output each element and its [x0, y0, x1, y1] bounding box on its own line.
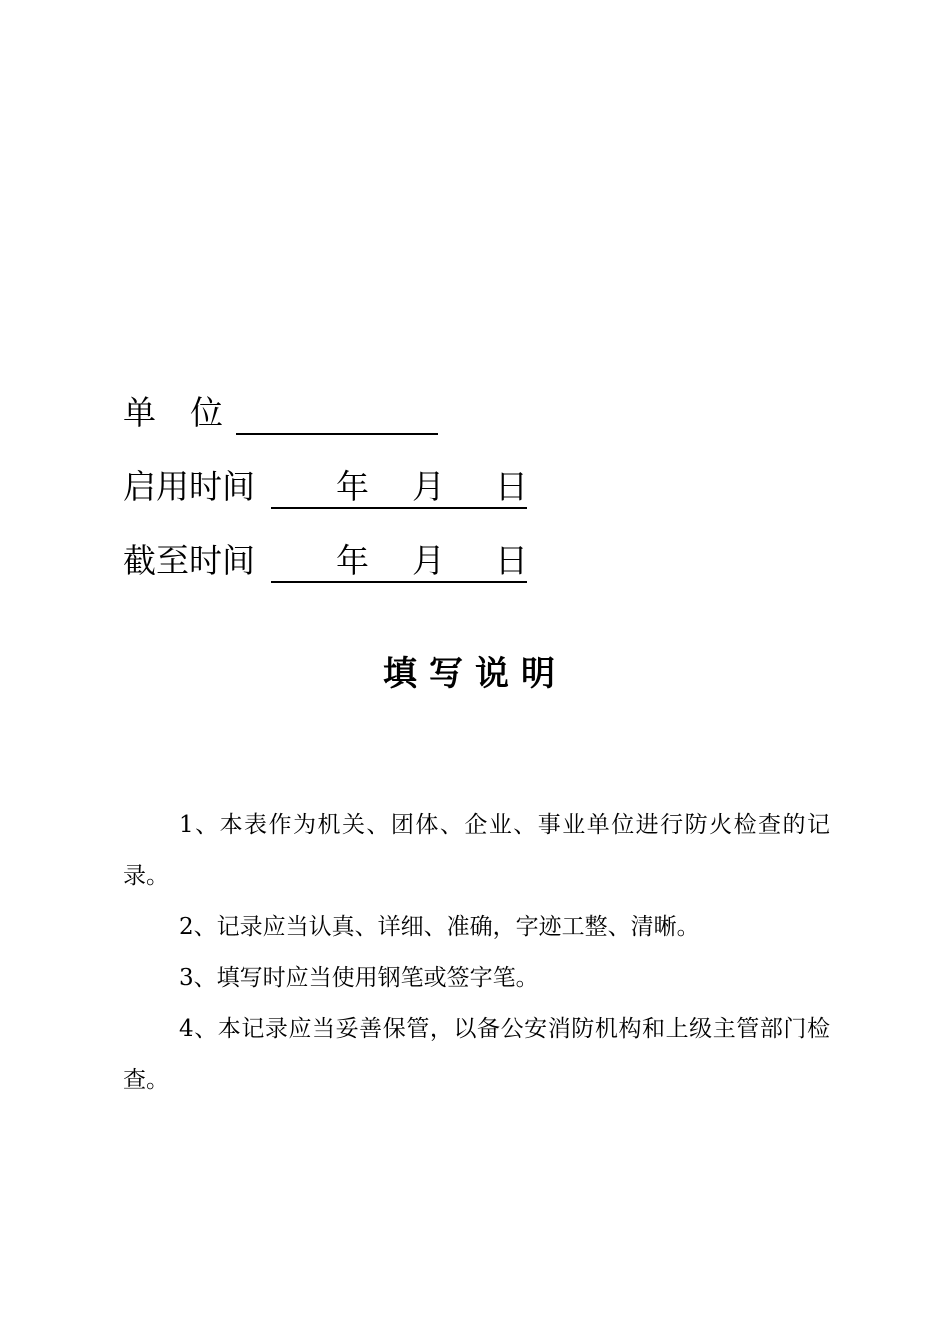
start-date-blank-line: [271, 467, 527, 509]
end-date-label: 截至时间: [123, 541, 255, 580]
start-year-label: 年: [336, 467, 369, 506]
unit-field-row: [123, 393, 257, 433]
start-date-label: 启用时间: [123, 467, 255, 506]
start-date-field-row: [123, 467, 528, 507]
instruction-item: 4、本记录应当妥善保管，以备公安消防机构和上级主管部门检查。: [123, 1016, 830, 1093]
end-date-blank-line: [271, 541, 527, 583]
unit-label: 单位: [123, 393, 257, 432]
instruction-item: 1、本表作为机关、团体、企业、事业单位进行防火检查的记录。: [123, 812, 830, 889]
instruction-item: 3、填写时应当使用钢笔或签字笔。: [179, 965, 539, 991]
end-date-field-row: [123, 541, 528, 581]
start-day-label: 日: [495, 467, 528, 506]
end-year-label: 年: [336, 541, 369, 580]
end-month-label: 月: [412, 541, 445, 580]
instructions-list: [123, 800, 830, 1106]
start-month-label: 月: [412, 467, 445, 506]
end-day-label: 日: [495, 541, 528, 580]
unit-blank-line: [236, 393, 438, 435]
instruction-item: 2、记录应当认真、详细、准确，字迹工整、清晰。: [179, 914, 700, 940]
instructions-title: 填写说明: [383, 654, 567, 694]
